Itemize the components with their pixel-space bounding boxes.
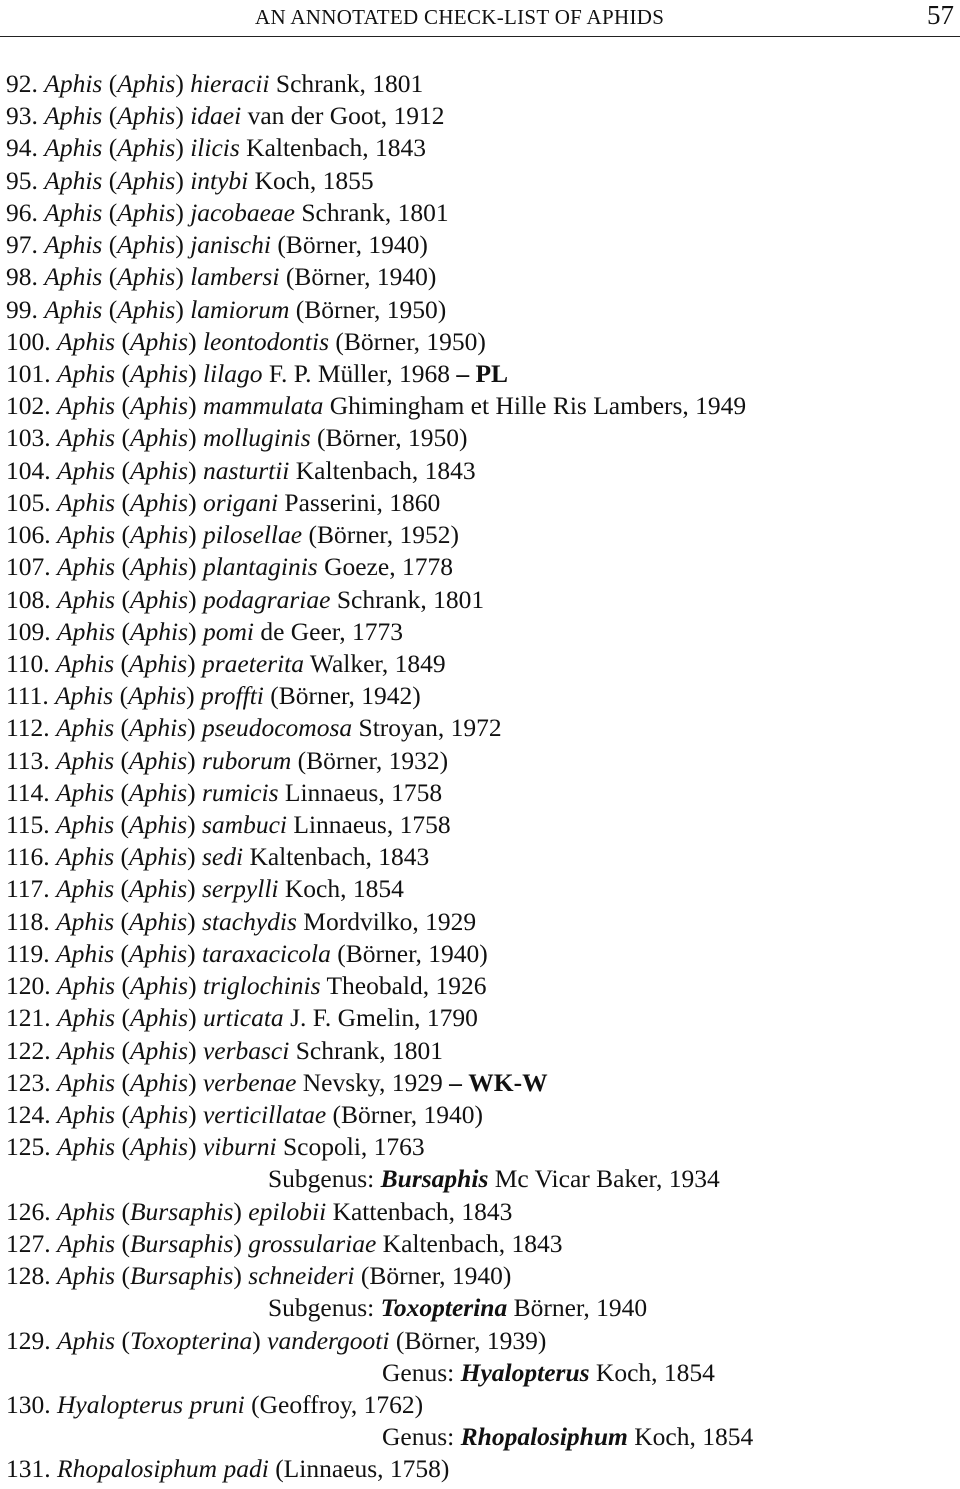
species-epithet: serpylli — [202, 874, 279, 904]
subgenus-name: Aphis — [129, 906, 188, 936]
authority: (Börner, 1952) — [308, 520, 459, 550]
entry-number: 94. — [6, 133, 38, 163]
list-item: 129. Aphis (Toxopterina) vandergooti (Börner, 1939) — [6, 1325, 547, 1355]
species-epithet: hieracii — [190, 69, 270, 98]
authority: Schrank, 1801 — [336, 584, 485, 614]
entry-number: 112. — [6, 713, 50, 743]
species-epithet: lilago — [202, 358, 263, 388]
genus-name: Aphis — [57, 423, 116, 453]
authority: (Börner, 1950) — [295, 294, 447, 324]
entry-number: 129. — [6, 1325, 51, 1355]
species-epithet: mammulata — [202, 391, 324, 421]
list-item: 103. Aphis (Aphis) molluginis (Börner, 1950) — [6, 423, 468, 453]
genus-heading — [0, 1357, 960, 1389]
genus-name: Aphis — [57, 1196, 116, 1226]
subgenus-heading — [0, 1163, 960, 1195]
authority: Stroyan, 1972 — [358, 713, 502, 743]
genus-name: Aphis — [56, 842, 115, 872]
list-item: 99. Aphis (Aphis) lamiorum (Börner, 1950) — [6, 294, 447, 324]
authority: Koch, 1854 — [284, 874, 404, 904]
entry-number: 124. — [6, 1100, 51, 1129]
list-item: 100. Aphis (Aphis) leontodontis (Börner, 1950) — [6, 326, 486, 356]
subgenus-name: Bursaphis — [129, 1196, 234, 1226]
list-item: 127. Aphis (Bursaphis) grossulariae Kaltenbach, 1843 — [6, 1228, 563, 1258]
genus-name: Rhopalosiphum — [57, 1454, 218, 1484]
subgenus-name: Bursaphis — [129, 1228, 234, 1258]
subgenus-name: Aphis — [129, 520, 189, 550]
genus-name: Aphis — [57, 1132, 116, 1162]
taxon-name: Rhopalosiphum — [460, 1422, 628, 1452]
entry-number: 103. — [6, 423, 51, 453]
list-item: 116. Aphis (Aphis) sedi Kaltenbach, 1843 — [6, 842, 430, 872]
subgenus-name: Aphis — [129, 971, 189, 1001]
authority: Nevsky, 1929 — [302, 1067, 443, 1097]
entry-number: 122. — [6, 1035, 51, 1065]
species-epithet: pseudocomosa — [202, 713, 353, 743]
authority: Kaltenbach, 1843 — [249, 842, 430, 872]
authority: Schrank, 1801 — [275, 69, 424, 98]
entry-number: 100. — [6, 326, 51, 356]
subgenus-name: Aphis — [117, 262, 176, 292]
genus-name: Aphis — [57, 1003, 116, 1033]
list-item: 113. Aphis (Aphis) ruborum (Börner, 1932) — [6, 745, 449, 775]
subgenus-name: Aphis — [117, 133, 176, 163]
subgenus-name: Aphis — [129, 938, 188, 968]
entry-number: 105. — [6, 487, 51, 517]
genus-name: Aphis — [56, 938, 115, 968]
genus-name: Aphis — [56, 810, 115, 840]
taxon-name: Toxopterina — [380, 1293, 508, 1323]
heading-prefix: Genus: — [382, 1357, 455, 1387]
authority: Koch, 1855 — [254, 165, 374, 195]
subgenus-name: Aphis — [117, 101, 176, 131]
authority: Linnaeus, 1758 — [284, 777, 443, 807]
genus-name: Aphis — [44, 197, 103, 227]
entry-number: 130. — [6, 1389, 51, 1419]
list-item: 94. Aphis (Aphis) ilicis Kaltenbach, 1843 — [6, 133, 427, 163]
list-item: 92. Aphis (Aphis) hieracii Schrank, 1801 — [6, 69, 424, 98]
genus-name: Aphis — [57, 1035, 116, 1065]
subgenus-name: Aphis — [129, 1035, 189, 1065]
species-epithet: janischi — [190, 230, 271, 260]
list-item: 121. Aphis (Aphis) urticata J. F. Gmelin, 1790 — [6, 1003, 478, 1033]
genus-name: Aphis — [57, 1100, 116, 1129]
page-number: 57 — [927, 0, 954, 30]
entry-number: 114. — [6, 777, 50, 807]
subgenus-name: Aphis — [129, 487, 189, 517]
genus-name: Aphis — [57, 1228, 116, 1258]
subgenus-name: Aphis — [129, 391, 189, 421]
list-item: 110. Aphis (Aphis) praeterita Walker, 1849 — [6, 648, 446, 678]
list-item: 101. Aphis (Aphis) lilago F. P. Müller, 1968 – PL — [6, 358, 509, 388]
entry-number: 96. — [6, 197, 38, 227]
heading-prefix: Genus: — [382, 1422, 455, 1452]
species-epithet: idaei — [190, 101, 242, 131]
genus-name: Aphis — [57, 971, 116, 1001]
list-item: 96. Aphis (Aphis) jacobaeae Schrank, 1801 — [6, 197, 449, 227]
heading-prefix: Subgenus: — [268, 1293, 375, 1323]
entry-number: 123. — [6, 1067, 51, 1097]
entry-number: 92. — [6, 69, 38, 98]
genus-name: Aphis — [56, 906, 115, 936]
entry-number: 128. — [6, 1261, 51, 1291]
authority: (Börner, 1950) — [335, 326, 486, 356]
genus-name: Aphis — [44, 133, 103, 163]
species-epithet: lambersi — [190, 262, 280, 292]
species-epithet: pruni — [189, 1389, 245, 1419]
list-item: 107. Aphis (Aphis) plantaginis Goeze, 1778 — [6, 552, 453, 582]
authority: Mordvilko, 1929 — [303, 906, 477, 936]
entry-number: 118. — [6, 906, 50, 936]
entry-number: 99. — [6, 294, 38, 324]
entry-number: 127. — [6, 1228, 51, 1258]
subgenus-name: Aphis — [129, 1003, 189, 1033]
genus-name: Hyalopterus — [57, 1389, 184, 1419]
species-epithet: plantaginis — [202, 552, 318, 582]
list-item: 111. Aphis (Aphis) proffti (Börner, 1942) — [6, 681, 421, 711]
list-item: 112. Aphis (Aphis) pseudocomosa Stroyan, 1972 — [6, 713, 502, 743]
species-epithet: triglochinis — [202, 971, 321, 1001]
species-epithet: proffti — [201, 681, 264, 711]
list-item — [0, 1453, 960, 1485]
list-item: 114. Aphis (Aphis) rumicis Linnaeus, 1758 — [6, 777, 443, 807]
subgenus-name: Aphis — [117, 69, 176, 98]
entry-number: 97. — [6, 230, 38, 260]
genus-name: Aphis — [56, 874, 115, 904]
subgenus-heading — [0, 1292, 960, 1324]
subgenus-name: Aphis — [117, 197, 176, 227]
genus-name: Aphis — [57, 487, 116, 517]
authority: Koch, 1854 — [595, 1357, 715, 1387]
species-epithet: viburni — [202, 1132, 277, 1162]
list-item: 126. Aphis (Bursaphis) epilobii Kattenbach, 1843 — [6, 1196, 513, 1226]
distribution-note: PL — [475, 358, 509, 388]
species-epithet: verbasci — [202, 1035, 290, 1065]
entry-number: 101. — [6, 358, 51, 388]
authority: Schrank, 1801 — [301, 197, 449, 227]
species-epithet: podagrariae — [202, 584, 331, 614]
entry-number: 107. — [6, 552, 51, 582]
authority: Walker, 1849 — [309, 648, 446, 678]
entry-number: 98. — [6, 262, 38, 292]
genus-name: Aphis — [57, 520, 116, 550]
authority: Kattenbach, 1843 — [332, 1196, 513, 1226]
authority: Kaltenbach, 1843 — [382, 1228, 563, 1258]
subgenus-name: Aphis — [129, 648, 188, 678]
list-item: 106. Aphis (Aphis) pilosellae (Börner, 1952) — [6, 520, 459, 550]
authority: J. F. Gmelin, 1790 — [290, 1003, 478, 1033]
list-item — [0, 1389, 960, 1421]
list-item: 125. Aphis (Aphis) viburni Scopoli, 1763 — [6, 1132, 425, 1162]
species-epithet: lamiorum — [190, 294, 290, 324]
list-item: 109. Aphis (Aphis) pomi de Geer, 1773 — [6, 616, 404, 646]
entry-number: 119. — [6, 938, 50, 968]
species-epithet: jacobaeae — [190, 197, 295, 227]
authority: F. P. Müller, 1968 — [268, 358, 450, 388]
authority: (Börner, 1950) — [317, 423, 468, 453]
genus-name: Aphis — [57, 616, 116, 646]
species-epithet: nasturtii — [202, 455, 290, 485]
heading-prefix: Subgenus: — [268, 1164, 375, 1194]
authority: (Linnaeus, 1758) — [275, 1454, 450, 1484]
species-epithet: verticillatae — [202, 1100, 327, 1129]
authority: (Geoffroy, 1762) — [251, 1389, 424, 1419]
genus-name: Aphis — [57, 1325, 116, 1355]
entry-number: 106. — [6, 520, 51, 550]
taxon-name: Bursaphis — [380, 1164, 489, 1194]
subgenus-name: Toxopterina — [129, 1325, 253, 1355]
authority: de Geer, 1773 — [260, 616, 404, 646]
genus-name: Aphis — [56, 777, 115, 807]
species-epithet: intybi — [190, 165, 249, 195]
subgenus-name: Aphis — [117, 230, 176, 260]
genus-name: Aphis — [56, 648, 115, 678]
entry-number: 115. — [6, 810, 50, 840]
subgenus-name: Aphis — [129, 455, 189, 485]
entry-number: 93. — [6, 101, 38, 131]
genus-name: Aphis — [55, 681, 114, 711]
list-item: 115. Aphis (Aphis) sambuci Linnaeus, 1758 — [6, 810, 451, 840]
species-epithet: padi — [223, 1454, 269, 1484]
authority: Schrank, 1801 — [295, 1035, 444, 1065]
list-item: 119. Aphis (Aphis) taraxacicola (Börner, 1940) — [6, 938, 488, 968]
note-dash: – — [449, 1067, 462, 1097]
list-item: 104. Aphis (Aphis) nasturtii Kaltenbach, 1843 — [6, 455, 476, 485]
authority: Kaltenbach, 1843 — [246, 133, 427, 163]
subgenus-name: Aphis — [128, 681, 187, 711]
species-epithet: epilobii — [248, 1196, 327, 1226]
entry-number: 116. — [6, 842, 50, 872]
list-item: 98. Aphis (Aphis) lambersi (Börner, 1940) — [6, 262, 437, 292]
subgenus-name: Aphis — [129, 616, 189, 646]
list-item: 120. Aphis (Aphis) triglochinis Theobald, 1926 — [6, 971, 487, 1001]
note-dash: – — [456, 358, 470, 388]
entry-number: 117. — [6, 874, 50, 904]
subgenus-name: Aphis — [129, 810, 188, 840]
genus-name: Aphis — [44, 165, 103, 195]
genus-heading — [0, 1421, 960, 1453]
species-epithet: praeterita — [202, 648, 304, 678]
genus-name: Aphis — [44, 294, 103, 324]
authority: (Börner, 1932) — [297, 745, 449, 775]
authority: (Börner, 1940) — [337, 938, 488, 968]
list-item: 93. Aphis (Aphis) idaei van der Goot, 1912 — [6, 101, 445, 131]
entry-number: 126. — [6, 1196, 51, 1226]
subgenus-name: Aphis — [129, 1132, 189, 1162]
entry-number: 131. — [6, 1454, 51, 1484]
species-epithet: sedi — [202, 842, 244, 872]
entry-number: 95. — [6, 165, 38, 195]
list-item: 124. Aphis (Aphis) verticillatae (Börner, 1940) — [6, 1100, 484, 1129]
subgenus-name: Aphis — [117, 294, 176, 324]
subgenus-name: Aphis — [129, 777, 188, 807]
genus-name: Aphis — [57, 584, 116, 614]
species-epithet: ilicis — [190, 133, 240, 163]
entry-number: 108. — [6, 584, 51, 614]
authority: (Börner, 1940) — [332, 1100, 484, 1129]
list-item: 97. Aphis (Aphis) janischi (Börner, 1940) — [6, 230, 428, 260]
subgenus-name: Aphis — [129, 326, 189, 356]
species-epithet: molluginis — [202, 423, 311, 453]
genus-name: Aphis — [56, 745, 115, 775]
species-epithet: rumicis — [202, 777, 279, 807]
entry-number: 113. — [6, 745, 50, 775]
taxon-name: Hyalopterus — [460, 1357, 590, 1387]
distribution-note: WK-W — [468, 1067, 548, 1097]
species-epithet: ruborum — [202, 745, 292, 775]
genus-name: Aphis — [44, 230, 103, 260]
list-item: 118. Aphis (Aphis) stachydis Mordvilko, 1929 — [6, 906, 477, 936]
species-epithet: sambuci — [202, 810, 287, 840]
authority: Theobald, 1926 — [326, 971, 487, 1001]
list-item: 123. Aphis (Aphis) verbenae Nevsky, 1929 – WK-W — [6, 1067, 548, 1097]
authority: Kaltenbach, 1843 — [295, 455, 476, 485]
species-epithet: taraxacicola — [202, 938, 331, 968]
authority: Koch, 1854 — [634, 1422, 754, 1452]
list-item: 102. Aphis (Aphis) mammulata Ghimingham et Hille Ris Lambers, 1949 — [6, 391, 747, 421]
entry-number: 102. — [6, 391, 51, 421]
subgenus-name: Aphis — [129, 1067, 189, 1097]
species-epithet: schneideri — [248, 1261, 355, 1291]
entry-number: 104. — [6, 455, 51, 485]
authority: (Börner, 1940) — [277, 230, 428, 260]
list-item: 108. Aphis (Aphis) podagrariae Schrank, 1801 — [6, 584, 485, 614]
subgenus-name: Aphis — [117, 165, 176, 195]
authority: Linnaeus, 1758 — [293, 810, 451, 840]
genus-name: Aphis — [44, 69, 103, 98]
species-epithet: urticata — [202, 1003, 284, 1033]
genus-name: Aphis — [57, 1261, 116, 1291]
list-item: 128. Aphis (Bursaphis) schneideri (Börner, 1940) — [6, 1261, 512, 1291]
subgenus-name: Aphis — [129, 584, 189, 614]
authority: Börner, 1940 — [513, 1293, 648, 1323]
entry-number: 110. — [6, 648, 50, 678]
species-epithet: stachydis — [202, 906, 297, 936]
species-epithet: pomi — [202, 616, 254, 646]
entry-number: 109. — [6, 616, 51, 646]
genus-name: Aphis — [57, 455, 116, 485]
authority: Mc Vicar Baker, 1934 — [494, 1164, 720, 1194]
authority: (Börner, 1942) — [270, 681, 421, 711]
entry-number: 111. — [6, 681, 49, 711]
authority: (Börner, 1939) — [395, 1325, 547, 1355]
genus-name: Aphis — [44, 262, 103, 292]
authority: (Börner, 1940) — [360, 1261, 512, 1291]
genus-name: Aphis — [56, 713, 115, 743]
authority: Ghimingham et Hille Ris Lambers, 1949 — [329, 391, 747, 421]
subgenus-name: Aphis — [129, 423, 189, 453]
subgenus-name: Aphis — [129, 745, 188, 775]
subgenus-name: Aphis — [129, 874, 188, 904]
genus-name: Aphis — [57, 1067, 116, 1097]
authority: (Börner, 1940) — [285, 262, 437, 292]
subgenus-name: Aphis — [129, 358, 189, 388]
list-item: 105. Aphis (Aphis) origani Passerini, 1860 — [6, 487, 441, 517]
authority: Goeze, 1778 — [324, 552, 453, 582]
subgenus-name: Aphis — [129, 552, 189, 582]
running-title: AN ANNOTATED CHECK-LIST OF APHIDS — [255, 5, 665, 29]
entry-number: 125. — [6, 1132, 51, 1162]
genus-name: Aphis — [57, 326, 116, 356]
species-checklist — [0, 68, 960, 1486]
genus-name: Aphis — [57, 391, 116, 421]
authority: van der Goot, 1912 — [247, 101, 445, 131]
entry-number: 121. — [6, 1003, 51, 1033]
subgenus-name: Aphis — [129, 842, 188, 872]
subgenus-name: Aphis — [129, 1100, 189, 1129]
list-item: 117. Aphis (Aphis) serpylli Koch, 1854 — [6, 874, 404, 904]
subgenus-name: Aphis — [129, 713, 188, 743]
running-header — [0, 0, 960, 37]
species-epithet: verbenae — [202, 1067, 297, 1097]
species-epithet: pilosellae — [202, 520, 303, 550]
genus-name: Aphis — [57, 358, 116, 388]
species-epithet: vandergooti — [267, 1325, 390, 1355]
genus-name: Aphis — [44, 101, 103, 131]
entry-number: 120. — [6, 971, 51, 1001]
list-item: 95. Aphis (Aphis) intybi Koch, 1855 — [6, 165, 374, 195]
authority: Passerini, 1860 — [284, 487, 441, 517]
species-epithet: origani — [202, 487, 279, 517]
species-epithet: grossulariae — [248, 1228, 377, 1258]
genus-name: Aphis — [57, 552, 116, 582]
list-item: 122. Aphis (Aphis) verbasci Schrank, 1801 — [6, 1035, 444, 1065]
authority: Scopoli, 1763 — [282, 1132, 425, 1162]
species-epithet: leontodontis — [202, 326, 330, 356]
subgenus-name: Bursaphis — [129, 1261, 234, 1291]
